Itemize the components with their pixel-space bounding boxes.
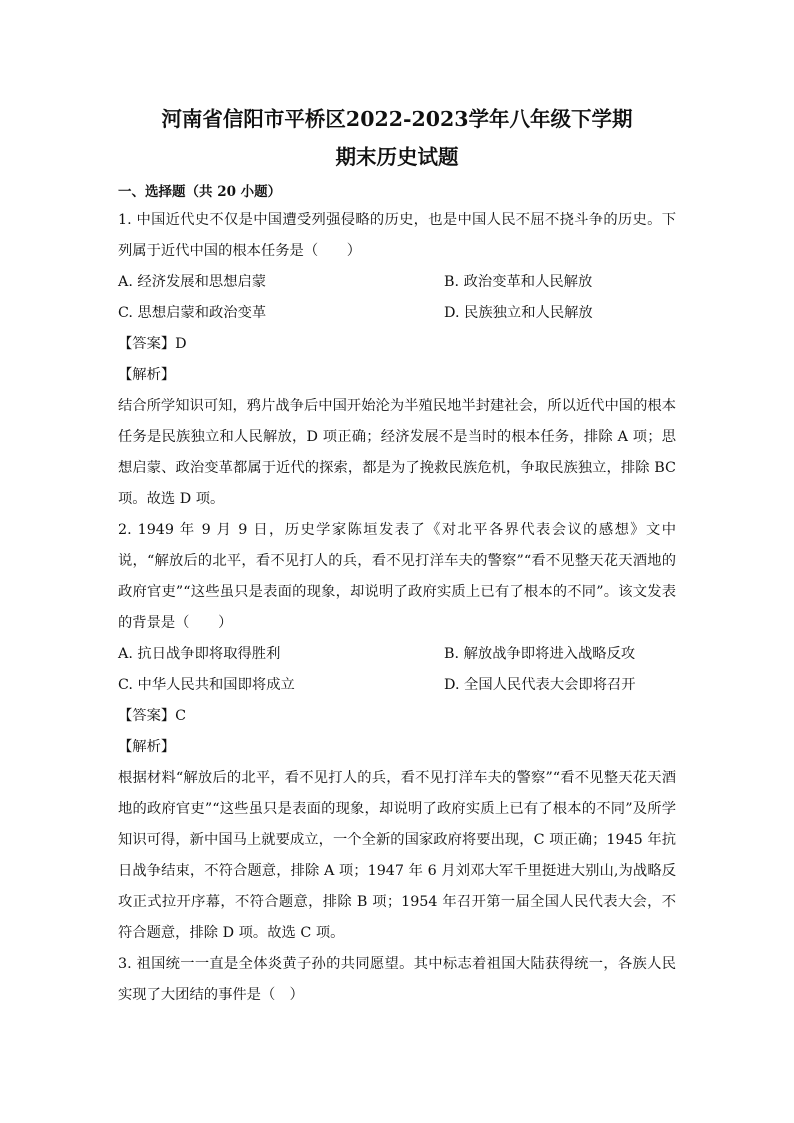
option-c: C. 思想启蒙和政治变革: [118, 305, 267, 321]
analysis-label: 【解析】: [118, 367, 176, 383]
question-3: [118, 949, 676, 1011]
option-d: D. 全国人民代表大会即将召开: [444, 677, 636, 693]
question-stem: 3. 祖国统一一直是全体炎黄子孙的共同愿望。其中标志着祖国大陆获得统一，各族人民实现了大团结的事件是（ ）: [118, 956, 676, 1003]
question-1: [118, 205, 676, 515]
question-stem: 1. 中国近代史不仅是中国遭受列强侵略的历史，也是中国人民不屈不挠斗争的历史。下列属于近代中国的根本任务是（ ）: [118, 212, 676, 259]
question-2: [118, 515, 676, 949]
analysis-text: 根据材料“解放后的北平，看不见打人的兵，看不见打洋车夫的警察”“看不见整天花天酒地的政府官吏”“这些虽只是表面的现象，却说明了政府实质上已有了根本的不同”及所学知识可得，新中国马上就要成立，一个全新的国家政府将要出现，C 项正确；1945 年抗日战争结束，不符合题意，排除 A 项；1947 年 6 月刘邓大军千里挺进大别山,为战略反攻正式拉开序幕，不符合题意，排除 B 项；1954 年召开第一届全国人民代表大会，不符合题意，排除 D 项。故选 C 项。: [118, 770, 676, 941]
options-grid: [118, 639, 676, 701]
analysis-text: 结合所学知识可知，鸦片战争后中国开始沦为半殖民地半封建社会，所以近代中国的根本任务是民族独立和人民解放，D 项正确；经济发展不是当时的根本任务，排除 A 项；思想启蒙、政治变革都属于近代的探索，都是为了挽救民族危机，争取民族独立，排除 BC 项。故选 D 项。: [118, 398, 676, 507]
options-grid: [118, 267, 676, 329]
question-stem: 2. 1949 年 9 月 9 日，历史学家陈垣发表了《对北平各界代表会议的感想》文中说，“解放后的北平，看不见打人的兵，看不见打洋车夫的警察”“看不见整天花天酒地的政府官吏”“这些虽只是表面的现象，却说明了政府实质上已有了根本的不同”。该文发表的背景是（ ）: [118, 522, 676, 631]
option-b: B. 解放战争即将进入战略反攻: [444, 646, 636, 662]
option-d: D. 民族独立和人民解放: [444, 305, 593, 321]
analysis-label: 【解析】: [118, 739, 176, 755]
answer-line: 【答案】D: [118, 336, 187, 352]
option-b: B. 政治变革和人民解放: [444, 274, 593, 290]
answer-line: 【答案】C: [118, 708, 187, 724]
option-a: A. 经济发展和思想启蒙: [118, 274, 267, 290]
option-c: C. 中华人民共和国即将成立: [118, 677, 295, 693]
doc-title-line1: 河南省信阳市平桥区2022-2023学年八年级下学期: [161, 107, 633, 131]
section-heading: 一、选择题（共 20 小题）: [118, 184, 282, 200]
doc-title-line2: 期末历史试题: [335, 145, 459, 169]
option-a: A. 抗日战争即将取得胜利: [118, 646, 281, 662]
